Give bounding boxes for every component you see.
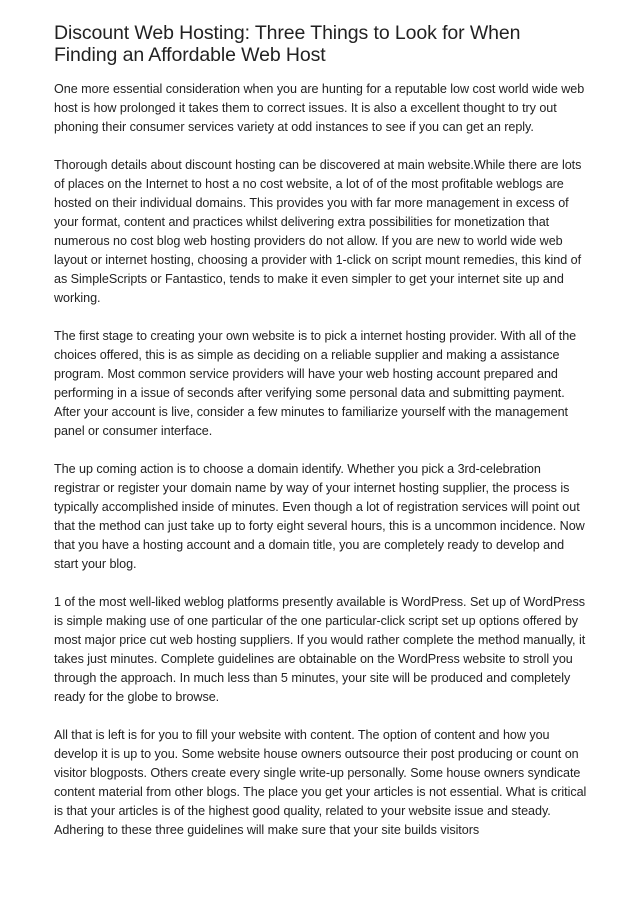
document-page [54,22,588,840]
paragraph-3: The first stage to creating your own website is to pick a internet hosting provider. With all of the choices offered, this is as simple as deciding on a reliable supplier and making a assistance program. Most common service providers will have your web hosting account prepared and performing in a issue of seconds after verifying some personal data and submitting payment. After your account is live, consider a few minutes to familiarize yourself with the management panel or consumer interface. [54,329,577,438]
paragraph-4: The up coming action is to choose a domain identify. Whether you pick a 3rd-celebration registrar or register your domain name by way of your internet hosting supplier, the process is typically accomplished inside of minutes. Even though a lot of registration services will point out that the method can just take up to forty eight several hours, this is a uncommon incidence. Now that you have a hosting account and a domain title, you are completely ready to develop and start your blog. [54,462,585,571]
paragraph-6: All that is left is for you to fill your website with content. The option of content and how you develop it is up to you. Some website house owners outsource their post producing or count on visitor blogposts. Others create every single write-up personally. Some house owners syndicate content material from other blogs. The place you get your articles is not essential. What is critical is that your articles is of the highest good quality, related to your website issue and steady. Adhering to these three guidelines will make sure that your site builds visitors [54,728,587,837]
paragraph-1: One more essential consideration when you are hunting for a reputable low cost world wide web host is how prolonged it takes them to correct issues. It is also a excellent thought to try out phoning their consumer services variety at odd instances to see if you can get an reply. [54,82,585,134]
document-title: Discount Web Hosting: Three Things to Look for When Finding an Affordable Web Host [54,22,521,66]
paragraph-2: Thorough details about discount hosting can be discovered at main website.While there are lots of places on the Internet to host a no cost website, a lot of of the most profitable weblogs are hosted on their individual domains. This provides you with far more management in excess of your format, content and practices whilst delivering extra possibilities for monetization that numerous no cost blog web hosting providers do not allow. If you are new to world wide web layout or internet hosting, choosing a provider with 1-click on script mount remedies, this kind of as SimpleScripts or Fantastico, tends to make it even simpler to get your internet site up and working. [54,158,582,305]
paragraph-5: 1 of the most well-liked weblog platforms presently available is WordPress. Set up of WordPress is simple making use of one particular of the one particular-click script set up options offered by most major price cut web hosting suppliers. If you would rather complete the method manually, it takes just minutes. Complete guidelines are obtainable on the WordPress website to stroll you through the approach. In much less than 5 minutes, your site will be produced and completely ready for the globe to browse. [54,595,586,704]
